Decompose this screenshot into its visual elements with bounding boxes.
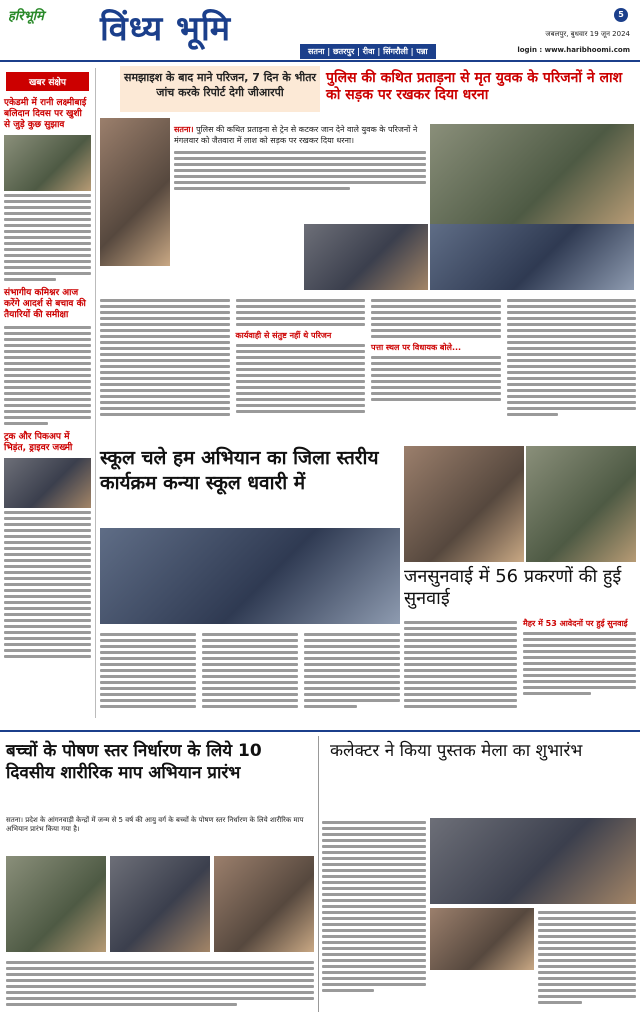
hearing-photo-applicants bbox=[526, 446, 636, 562]
section-divider bbox=[0, 730, 640, 732]
lead-subhead: पत्ता स्थल पर विधायक बोले... bbox=[371, 343, 462, 352]
bookfair-photo-stalls bbox=[430, 818, 636, 904]
lead-headline[interactable]: पुलिस की कथित प्रताड़ना से मृत युवक के परिजनों ने लाश को सड़क पर रखकर दिया धरना bbox=[326, 70, 623, 103]
nutrition-intro: सतना। प्रदेश के आंगनवाड़ी केन्द्रों में जन्म से 5 वर्ष की आयु वर्ग के बच्चों के पोषण स्तर निर्धारण के लिये शारीरिक माप अभियान प्रारंभ किया गया है। bbox=[6, 816, 304, 833]
brand-logo-small: हरिभूमि bbox=[8, 9, 44, 24]
hearing-photo-officials bbox=[404, 446, 524, 562]
brief-title[interactable]: एकेडमी में रानी लक्ष्मीबाई बलिदान दिवस पर खुशी से जुड़े कुछ सुझाव bbox=[4, 98, 87, 130]
school-photo-students bbox=[100, 528, 400, 624]
bookfair-body bbox=[538, 908, 636, 1010]
lead-body-column bbox=[100, 296, 230, 436]
sidebar-header: खबर संक्षेप bbox=[6, 72, 89, 91]
lead-photo-road bbox=[430, 224, 634, 290]
brief-photo bbox=[4, 458, 91, 508]
school-headline[interactable]: स्कूल चले हम अभियान का जिला स्तरीय कार्यक्रम कन्या स्कूल धवारी में bbox=[100, 447, 379, 494]
page-number: 5 bbox=[614, 8, 628, 22]
bookfair-photo-collector bbox=[430, 908, 534, 970]
column-rule bbox=[318, 736, 319, 1012]
lead-body-column bbox=[236, 296, 366, 436]
lead-photo-protest bbox=[430, 124, 634, 224]
nutrition-body bbox=[6, 958, 314, 1010]
lead-intro-text: पुलिस की कथित प्रताड़ना से ट्रेन से कटकर जान देने वाले युवक के परिजनों ने मंगलवार को जैतवारा में लाश को सड़क पर रखकर दिया धरना। bbox=[174, 125, 418, 145]
brief-title[interactable]: संभागीय कमिश्नर आज करेंगे आदर्श से बचाव की तैयारियों की समीक्षा bbox=[4, 288, 86, 320]
brief-body bbox=[0, 326, 95, 425]
bookfair-body bbox=[322, 818, 426, 1010]
school-body bbox=[100, 630, 400, 724]
hearing-body bbox=[404, 618, 636, 724]
nutrition-photo bbox=[110, 856, 210, 952]
nutrition-headline[interactable]: बच्चों के पोषण स्तर निर्धारण के लिये 10 दिवसीय शारीरिक माप अभियान प्रारंभ bbox=[6, 741, 262, 783]
issue-date: जबलपुर, बुधवार 19 जून 2024 bbox=[545, 30, 630, 38]
nutrition-photo-strip bbox=[6, 856, 314, 952]
hearing-headline[interactable]: जनसुनवाई में 56 प्रकरणों की हुई सुनवाई bbox=[404, 566, 622, 609]
lead-intro bbox=[174, 124, 426, 224]
lead-photo-officer bbox=[100, 118, 170, 266]
brief-photo bbox=[4, 135, 91, 191]
brand-title: विंध्य भूमि bbox=[100, 9, 232, 49]
news-brief-sidebar bbox=[0, 68, 96, 718]
lead-subhead: कार्यवाही से संतुष्ट नहीं थे परिजन bbox=[235, 331, 332, 340]
lead-body-column bbox=[507, 296, 637, 436]
brief-title[interactable]: ट्रक और पिकअप में भिड़ंत, ड्राइवर जख्मी bbox=[4, 432, 73, 453]
masthead bbox=[0, 0, 640, 62]
nutrition-photo bbox=[214, 856, 314, 952]
nutrition-photo bbox=[6, 856, 106, 952]
lead-kicker: समझाइश के बाद माने परिजन, 7 दिन के भीतर जांच करके रिपोर्ट देगी जीआरपी bbox=[120, 66, 320, 112]
dateline: सतना। bbox=[174, 125, 194, 134]
edition-strip: सतना | छतरपुर | रीवा | सिंगरौली | पन्ना bbox=[300, 44, 436, 59]
lead-body-columns bbox=[100, 296, 636, 436]
lead-body-column bbox=[371, 296, 501, 436]
site-url[interactable]: login : www.haribhoomi.com bbox=[517, 46, 630, 54]
lead-photo-crowd bbox=[304, 224, 428, 290]
bookfair-headline[interactable]: कलेक्टर ने किया पुस्तक मेला का शुभारंभ bbox=[330, 741, 583, 761]
brief-body bbox=[0, 511, 95, 658]
brief-body bbox=[0, 194, 95, 281]
hearing-subhead: मैहर में 53 आवेदनों पर हुई सुनवाई bbox=[523, 619, 628, 628]
